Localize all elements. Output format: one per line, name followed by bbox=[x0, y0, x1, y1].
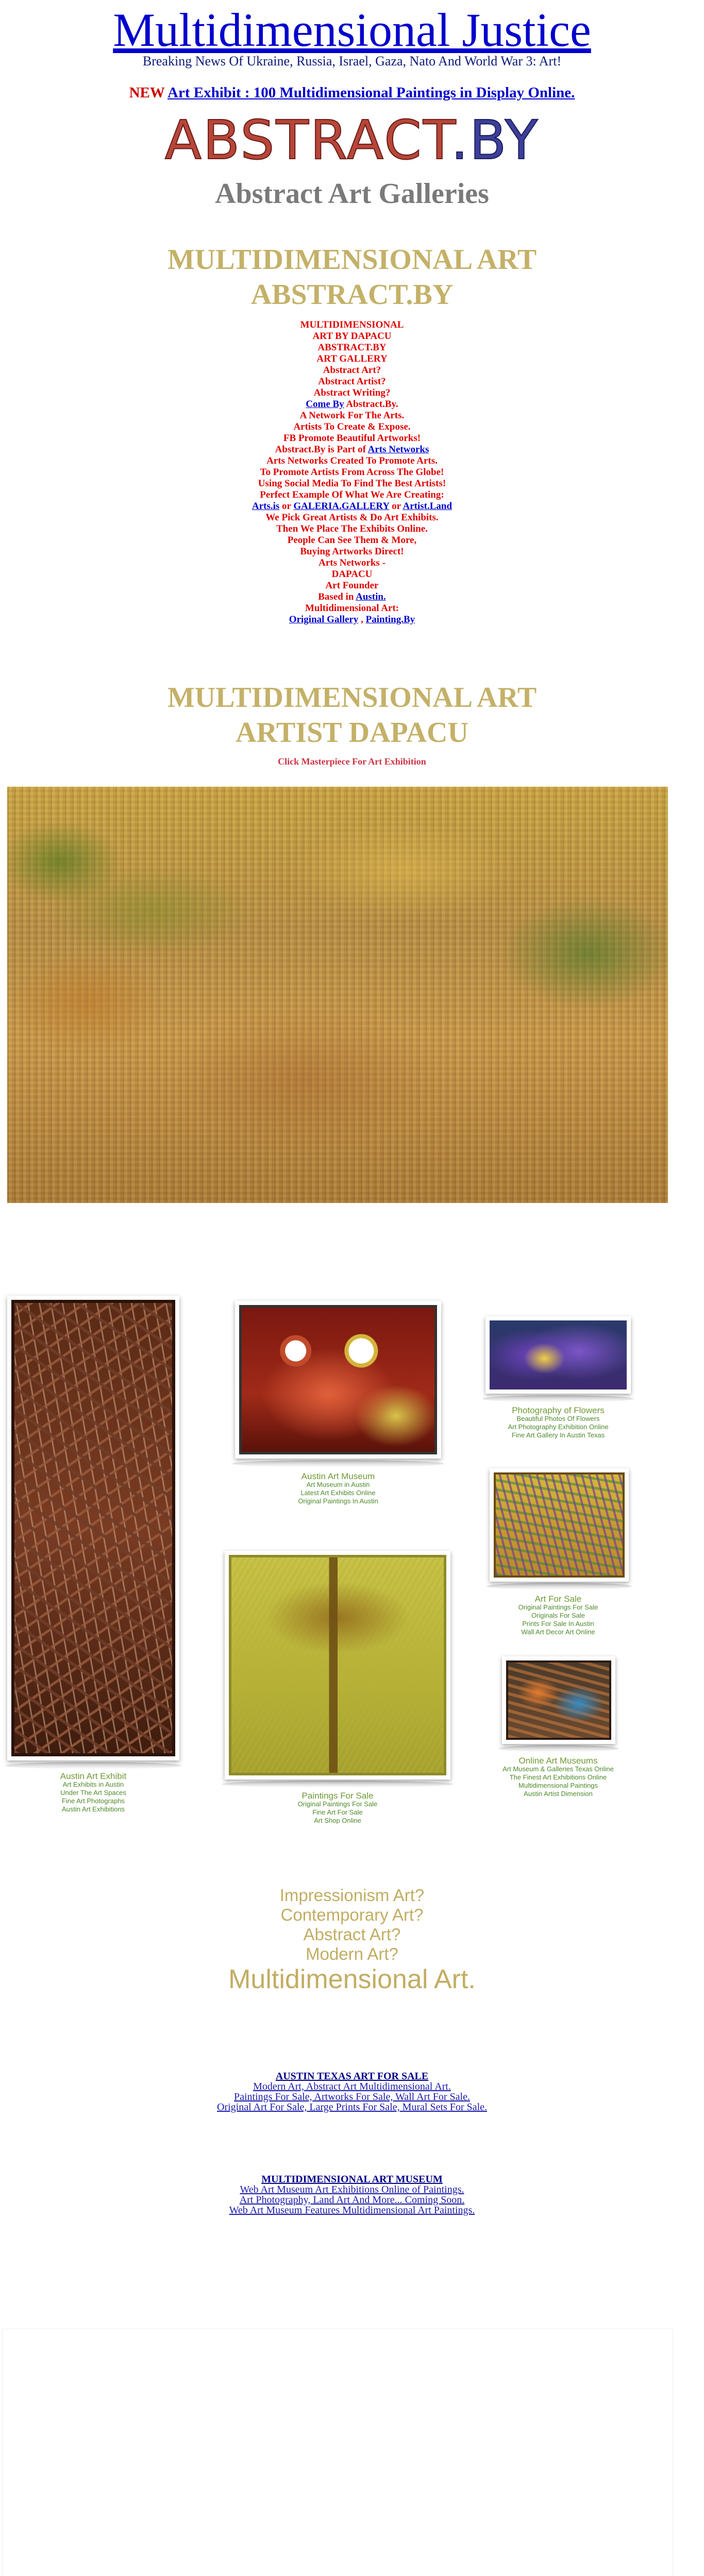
site-title bbox=[0, 3, 704, 57]
caption-line: Under The Art Spaces bbox=[60, 1789, 126, 1797]
photo-shadow bbox=[222, 1781, 454, 1788]
caption-line: Wall Art Decor Art Online bbox=[521, 1628, 595, 1636]
caption-line: Original Paintings For Sale bbox=[297, 1800, 378, 1808]
intro-line bbox=[0, 399, 704, 410]
austin-block-link[interactable]: Original Art For Sale, Large Prints For Sale, Mural Sets For Sale. bbox=[216, 2102, 488, 2113]
caption-line: Fine Art For Sale bbox=[312, 1808, 363, 1816]
photo-shadow bbox=[5, 1762, 181, 1769]
intro-line: Abstract Art? bbox=[323, 365, 381, 376]
austin-art-for-sale-block bbox=[0, 2071, 704, 2112]
photo-shadow bbox=[487, 1583, 632, 1590]
intro-line: Arts Networks - bbox=[319, 557, 385, 568]
caption-line: Originals For Sale bbox=[531, 1612, 585, 1619]
austin-art-museum-caption[interactable] bbox=[235, 1472, 441, 1505]
section1-heading-line2: ABSTRACT.BY bbox=[250, 279, 454, 311]
caption-line: Art Museum in Austin bbox=[306, 1481, 370, 1488]
caption-line: Multidimensional Paintings bbox=[518, 1782, 598, 1789]
museum-block-link[interactable]: Art Photography, Land Art And More... Coming Soon. bbox=[239, 2194, 465, 2206]
logo-part-abstract: ABSTRACT bbox=[164, 109, 451, 172]
intro-line: We Pick Great Artists & Do Art Exhibits. bbox=[265, 512, 439, 523]
art-museum-heading[interactable]: MULTIDIMENSIONAL ART MUSEUM bbox=[261, 2174, 443, 2185]
intro-line: ABSTRACT.BY bbox=[317, 342, 387, 353]
new-label: NEW bbox=[129, 84, 165, 101]
site-title-link[interactable]: Multidimensional Justice bbox=[113, 4, 591, 56]
painting-by-link[interactable]: Painting.By bbox=[365, 614, 415, 625]
art-museum-block bbox=[0, 2174, 704, 2215]
caption-line: Original Paintings In Austin bbox=[298, 1497, 378, 1505]
photography-of-flowers-photo[interactable] bbox=[485, 1316, 631, 1394]
click-masterpiece-text: Click Masterpiece For Art Exhibition bbox=[278, 756, 426, 767]
intro-line: ART GALLERY bbox=[316, 353, 388, 364]
slogan-multidimensional: Multidimensional Art. bbox=[228, 1964, 476, 1994]
austin-art-exhibit-photo[interactable] bbox=[7, 1296, 179, 1760]
photography-of-flowers-caption[interactable] bbox=[479, 1406, 637, 1439]
intro-line: A Network For The Arts. bbox=[299, 410, 405, 421]
intro-line: People Can See Them & More, bbox=[287, 535, 417, 546]
intro-line: Abstract Writing? bbox=[313, 387, 391, 398]
intro-text: Abstract.By is Part of bbox=[275, 444, 368, 455]
caption-line: Latest Art Exhibits Online bbox=[300, 1489, 376, 1497]
caption-line: Art Exhibits in Austin bbox=[62, 1781, 124, 1788]
intro-line: Buying Artworks Direct! bbox=[300, 546, 404, 557]
photo-shadow bbox=[499, 1745, 618, 1752]
museum-block-link[interactable]: Web Art Museum Features Multidimensional Art Paintings. bbox=[229, 2205, 475, 2216]
intro-line: Arts Networks Created To Promote Arts. bbox=[266, 455, 438, 466]
galleries-title: Abstract Art Galleries bbox=[215, 178, 489, 210]
section2-heading-line1: MULTIDIMENSIONAL ART bbox=[167, 682, 537, 714]
online-art-museums-caption[interactable] bbox=[479, 1757, 637, 1798]
exhibit-link[interactable]: Art Exhibit : 100 Multidimensional Paintings in Display Online. bbox=[167, 84, 575, 101]
intro-text: , bbox=[358, 614, 366, 625]
austin-block-link[interactable]: Modern Art, Abstract Art Multidimensional Art. bbox=[253, 2081, 451, 2092]
exhibit-line bbox=[0, 84, 704, 101]
caption-line: Art Shop Online bbox=[314, 1817, 361, 1824]
original-gallery-link[interactable]: Original Gallery bbox=[289, 614, 359, 625]
intro-line: Artists To Create & Expose. bbox=[293, 421, 411, 432]
slogan-contemporary: Contemporary Art? bbox=[280, 1905, 424, 1924]
slogan-abstract: Abstract Art? bbox=[303, 1925, 401, 1944]
caption-line: Art Museum & Galleries Texas Online bbox=[502, 1765, 614, 1773]
intro-line bbox=[0, 614, 704, 625]
austin-link[interactable]: Austin. bbox=[356, 591, 386, 602]
caption-line: The Finest Art Exhibitions Online bbox=[509, 1773, 607, 1781]
caption-line: Art Photography Exhibition Online bbox=[508, 1423, 609, 1431]
artist-land-link[interactable]: Artist.Land bbox=[403, 501, 452, 512]
intro-text: Based in bbox=[318, 591, 356, 602]
intro-line: Art Founder bbox=[325, 580, 379, 591]
austin-art-exhibit-caption[interactable] bbox=[7, 1772, 179, 1814]
intro-line: FB Promote Beautiful Artworks! bbox=[283, 433, 421, 444]
caption-line: Beautiful Photos Of Flowers bbox=[516, 1415, 600, 1422]
abstract-by-logo[interactable] bbox=[0, 109, 704, 171]
photo-shadow bbox=[482, 1395, 634, 1402]
online-art-museums-photo[interactable] bbox=[502, 1656, 615, 1744]
caption-title: Austin Art Exhibit bbox=[60, 1771, 127, 1781]
come-by-link[interactable]: Come By bbox=[306, 399, 344, 410]
austin-art-museum-photo[interactable] bbox=[235, 1301, 441, 1459]
caption-line: Prints For Sale In Austin bbox=[522, 1620, 594, 1628]
galeria-gallery-link[interactable]: GALERIA.GALLERY bbox=[293, 501, 390, 512]
caption-title: Art For Sale bbox=[534, 1594, 582, 1604]
masterpiece-painting[interactable] bbox=[7, 787, 668, 1203]
art-for-sale-photo[interactable] bbox=[490, 1468, 629, 1582]
intro-line: Abstract Artist? bbox=[318, 376, 386, 387]
section1-heading bbox=[0, 242, 704, 312]
caption-line: Fine Art Photographs bbox=[61, 1797, 125, 1805]
intro-line: Perfect Example Of What We Are Creating: bbox=[260, 489, 444, 500]
arts-is-link[interactable]: Arts.is bbox=[252, 501, 280, 512]
section1-heading-line1: MULTIDIMENSIONAL ART bbox=[167, 244, 537, 276]
caption-line: Fine Art Gallery In Austin Texas bbox=[511, 1431, 605, 1439]
arts-networks-link[interactable]: Arts Networks bbox=[367, 444, 429, 455]
intro-line: ART BY DAPACU bbox=[312, 331, 392, 342]
embedded-frame-large[interactable] bbox=[2, 2329, 673, 2576]
intro-line: MULTIDIMENSIONAL bbox=[300, 319, 404, 330]
caption-line: Austin Artist Dimension bbox=[524, 1790, 593, 1798]
austin-block-link[interactable]: Paintings For Sale, Artworks For Sale, Wall Art For Sale. bbox=[233, 2091, 470, 2103]
intro-text: Abstract.By. bbox=[344, 399, 398, 410]
caption-title: Online Art Museums bbox=[518, 1756, 598, 1766]
logo-part-by: .BY bbox=[451, 109, 540, 172]
intro-line: DAPACU bbox=[331, 569, 373, 580]
intro-line bbox=[0, 444, 704, 455]
intro-line: Using Social Media To Find The Best Artists! bbox=[258, 478, 446, 489]
intro-line: Then We Place The Exhibits Online. bbox=[276, 523, 428, 534]
caption-title: Austin Art Museum bbox=[301, 1471, 375, 1481]
caption-title: Paintings For Sale bbox=[301, 1791, 374, 1801]
paintings-for-sale-photo[interactable] bbox=[225, 1551, 450, 1780]
slogan-modern: Modern Art? bbox=[306, 1944, 398, 1963]
paintings-for-sale-caption[interactable] bbox=[225, 1792, 450, 1825]
section2-heading bbox=[0, 680, 704, 750]
intro-line bbox=[0, 591, 704, 603]
museum-block-link[interactable]: Web Art Museum Art Exhibitions Online of Paintings. bbox=[240, 2184, 464, 2195]
caption-title: Photography of Flowers bbox=[512, 1405, 605, 1415]
intro-list bbox=[0, 319, 704, 625]
austin-art-for-sale-heading[interactable]: AUSTIN TEXAS ART FOR SALE bbox=[275, 2071, 429, 2082]
slogan-impressionism: Impressionism Art? bbox=[279, 1886, 425, 1905]
caption-line: Original Paintings For Sale bbox=[518, 1603, 598, 1611]
intro-text: or bbox=[279, 501, 294, 512]
intro-line bbox=[0, 501, 704, 512]
photo-shadow bbox=[232, 1460, 444, 1467]
intro-line: Multidimensional Art: bbox=[305, 603, 399, 614]
caption-line: Austin Art Exhibitions bbox=[61, 1805, 125, 1813]
tagline: Breaking News Of Ukraine, Russia, Israel, Gaza, Nato And World War 3: Art! bbox=[142, 54, 562, 69]
intro-text: or bbox=[389, 501, 403, 512]
art-for-sale-caption[interactable] bbox=[479, 1595, 637, 1636]
intro-line: To Promote Artists From Across The Globe! bbox=[260, 467, 444, 478]
section2-heading-line2: ARTIST DAPACU bbox=[236, 717, 468, 749]
